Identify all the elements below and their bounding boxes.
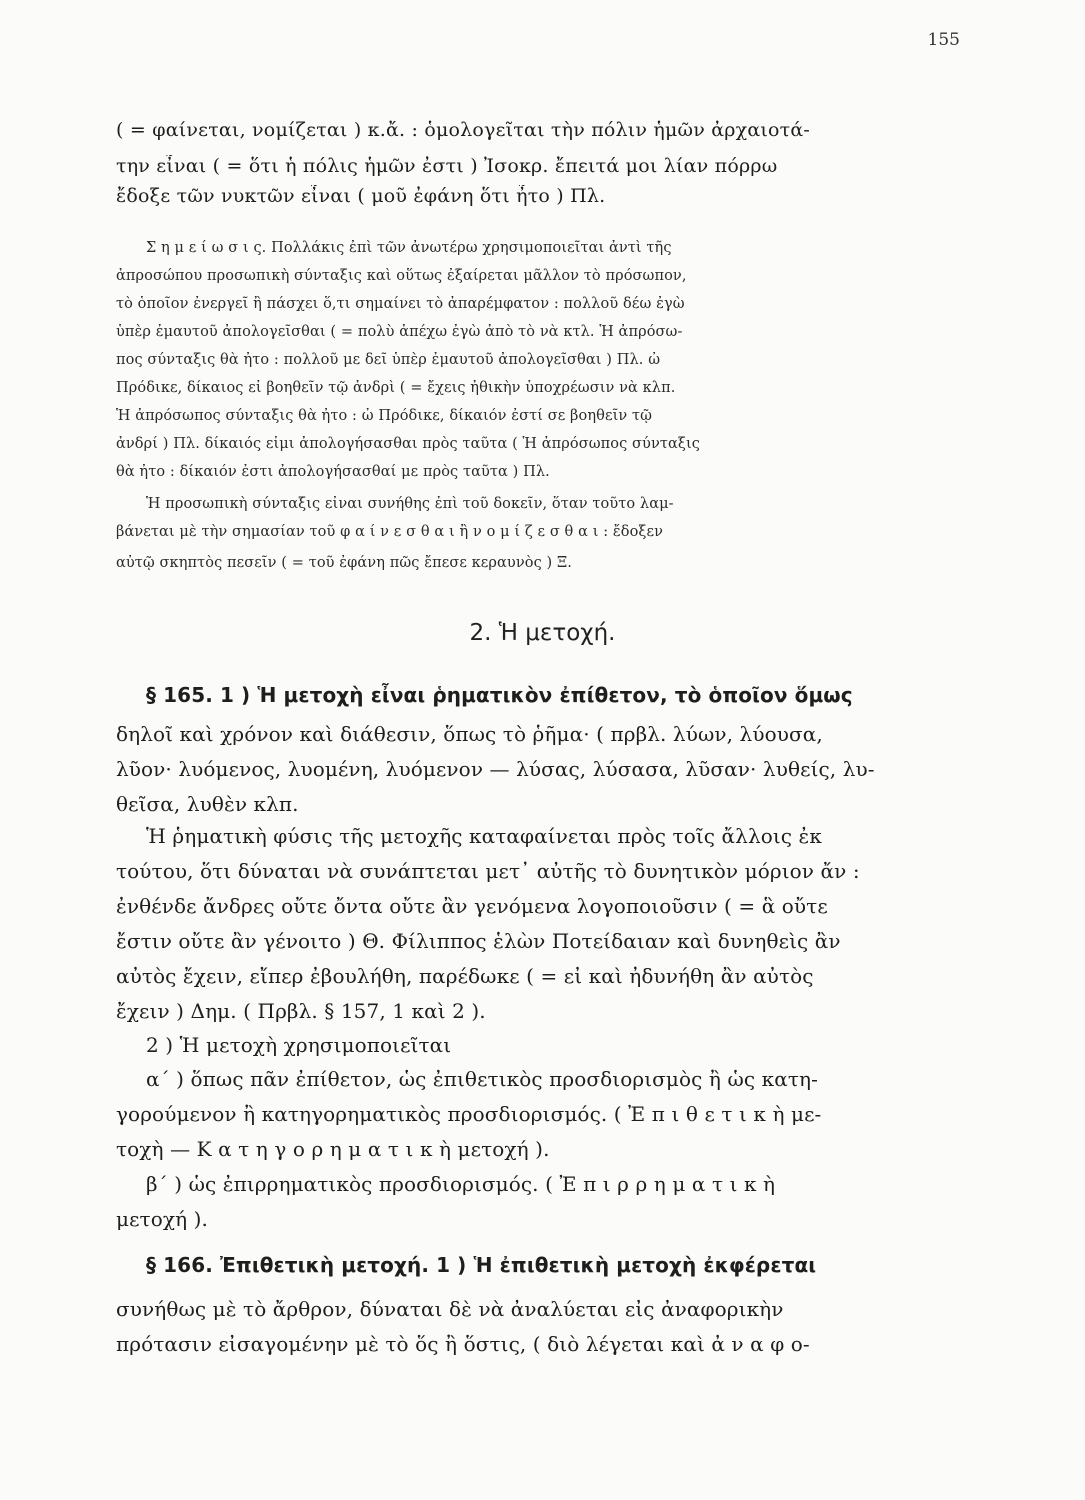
section-166-line: § 166. Ἐπιθετικὴ μετοχή. 1 ) Ἡ ἐπιθετικὴ μετοχὴ ἐκφέρεται <box>146 1253 817 1277</box>
note-line: Ἡ προσωπικὴ σύνταξις εἶναι συνήθης ἐπὶ τοῦ δοκεῖν, ὅταν τοῦτο λαμ- <box>146 496 674 512</box>
text-line: τούτου, ὅτι δύναται νὰ συνάπτεται μετ᾿ αὐτῆς τὸ δυνητικὸν μόριον ἄν : <box>116 859 860 883</box>
text-line: αὐτὸς ἔχειν, εἴπερ ἐβουλήθη, παρέδωκε ( = εἰ καὶ ἠδυνήθη ἂν αὐτὸς <box>116 964 814 988</box>
note-line: Πρόδικε, δίκαιος εἶ βοηθεῖν τῷ ἀνδρὶ ( = ἔχεις ἠθικὴν ὑποχρέωσιν νὰ κλπ. <box>116 380 676 396</box>
text-line: ἐνθένδε ἄνδρες οὔτε ὄντα οὔτε ἂν γενόμενα λογοποιοῦσιν ( = ἃ οὔτε <box>116 894 828 918</box>
text-line: την εἶναι ( = ὅτι ἡ πόλις ἡμῶν ἐστι ) Ἰσοκρ. ἔπειτά μοι λίαν πόρρω <box>116 155 778 177</box>
page-number: 155 <box>927 30 960 50</box>
section-165-line: § 165. 1 ) Ἡ μετοχὴ εἶναι ῥηματικὸν ἐπίθετον, τὸ ὁποῖον ὅμως <box>146 683 853 707</box>
text-line: β´ ) ὡς ἐπιρρηματικὸς προσδιορισμός. ( Ἐ π ι ρ ρ η μ α τ ι κ ὴ <box>146 1172 776 1196</box>
text-line: δηλοῖ καὶ χρόνον καὶ διάθεσιν, ὅπως τὸ ῥῆμα· ( πρβλ. λύων, λύουσα, <box>116 722 823 746</box>
text-line: Ἡ ῥηματικὴ φύσις τῆς μετοχῆς καταφαίνεται πρὸς τοῖς ἄλλοις ἐκ <box>146 824 822 848</box>
text-line: γορούμενον ἢ κατηγορηματικὸς προσδιορισμός. ( Ἐ π ι θ ε τ ι κ ὴ με- <box>116 1102 822 1126</box>
text-line: τοχὴ — Κ α τ η γ ο ρ η μ α τ ι κ ὴ μετοχή ). <box>116 1137 550 1161</box>
note-line: Ἡ ἀπρόσωπος σύνταξις θὰ ἦτο : ὦ Πρόδικε, δίκαιόν ἐστί σε βοηθεῖν τῷ <box>116 408 653 424</box>
section-heading: 2. Ἡ μετοχή. <box>469 620 616 646</box>
text-line: μετοχή ). <box>116 1207 208 1231</box>
note-line: τὸ ὁποῖον ἐνεργεῖ ἢ πάσχει ὅ,τι σημαίνει τὸ ἀπαρέμφατον : πολλοῦ δέω ἐγὼ <box>116 296 685 312</box>
text-line: ( = φαίνεται, νομίζεται ) κ.ἄ. : ὁμολογεῖται τὴν πόλιν ἡμῶν ἀρχαιοτά- <box>116 119 811 141</box>
note-line: αὐτῷ σκηπτὸς πεσεῖν ( = τοῦ ἐφάνη πῶς ἔπεσε κεραυνὸς ) Ξ. <box>116 555 572 571</box>
note-line: πος σύνταξις θὰ ἦτο : πολλοῦ με δεῖ ὑπὲρ ἐμαυτοῦ ἀπολογεῖσθαι ) Πλ. ὦ <box>116 352 661 368</box>
text-line: α´ ) ὅπως πᾶν ἐπίθετον, ὡς ἐπιθετικὸς προσδιορισμὸς ἢ ὡς κατη- <box>146 1067 818 1091</box>
text-line: λῦον· λυόμενος, λυομένη, λυόμενον — λύσας, λύσασα, λῦσαν· λυθείς, λυ- <box>116 757 875 781</box>
note-line: βάνεται μὲ τὴν σημασίαν τοῦ φ α ί ν ε σ θ α ι ἢ ν ο μ ί ζ ε σ θ α ι : ἔδοξεν <box>116 524 664 540</box>
text-line: συνήθως μὲ τὸ ἄρθρον, δύναται δὲ νὰ ἀναλύεται εἰς ἀναφορικὴν <box>116 1297 784 1321</box>
note-line: Σ η μ ε ί ω σ ι ς. Πολλάκις ἐπὶ τῶν ἀνωτέρω χρησιμοποιεῖται ἀντὶ τῆς <box>146 240 672 256</box>
note-line: θὰ ἦτο : δίκαιόν ἐστι ἀπολογήσασθαί με πρὸς ταῦτα ) Πλ. <box>116 464 550 480</box>
note-line: ἀπροσώπου προσωπικὴ σύνταξις καὶ οὕτως ἐξαίρεται μᾶλλον τὸ πρόσωπον, <box>116 268 687 284</box>
note-line: ὑπὲρ ἐμαυτοῦ ἀπολογεῖσθαι ( = πολὺ ἀπέχω ἐγὼ ἀπὸ τὸ νὰ κτλ. Ἡ ἀπρόσω- <box>116 324 683 340</box>
text-line: ἔχειν ) Δημ. ( Πρβλ. § 157, 1 καὶ 2 ). <box>116 999 486 1023</box>
text-line: ἔδοξε τῶν νυκτῶν εἶναι ( μοῦ ἐφάνη ὅτι ἦτο ) Πλ. <box>116 185 606 207</box>
text-line: 2 ) Ἡ μετοχὴ χρησιμοποιεῖται <box>146 1033 452 1057</box>
text-line: πρότασιν εἰσαγομένην μὲ τὸ ὅς ἢ ὅστις, ( διὸ λέγεται καὶ ἀ ν α φ ο- <box>116 1332 810 1356</box>
text-line: θεῖσα, λυθὲν κλπ. <box>116 792 299 816</box>
text-line: ἔστιν οὔτε ἂν γένοιτο ) Θ. Φίλιππος ἑλὼν Ποτείδαιαν καὶ δυνηθεὶς ἂν <box>116 929 841 953</box>
note-line: ἀνδρί ) Πλ. δίκαιός εἰμι ἀπολογήσασθαι πρὸς ταῦτα ( Ἡ ἀπρόσωπος σύνταξις <box>116 436 700 452</box>
